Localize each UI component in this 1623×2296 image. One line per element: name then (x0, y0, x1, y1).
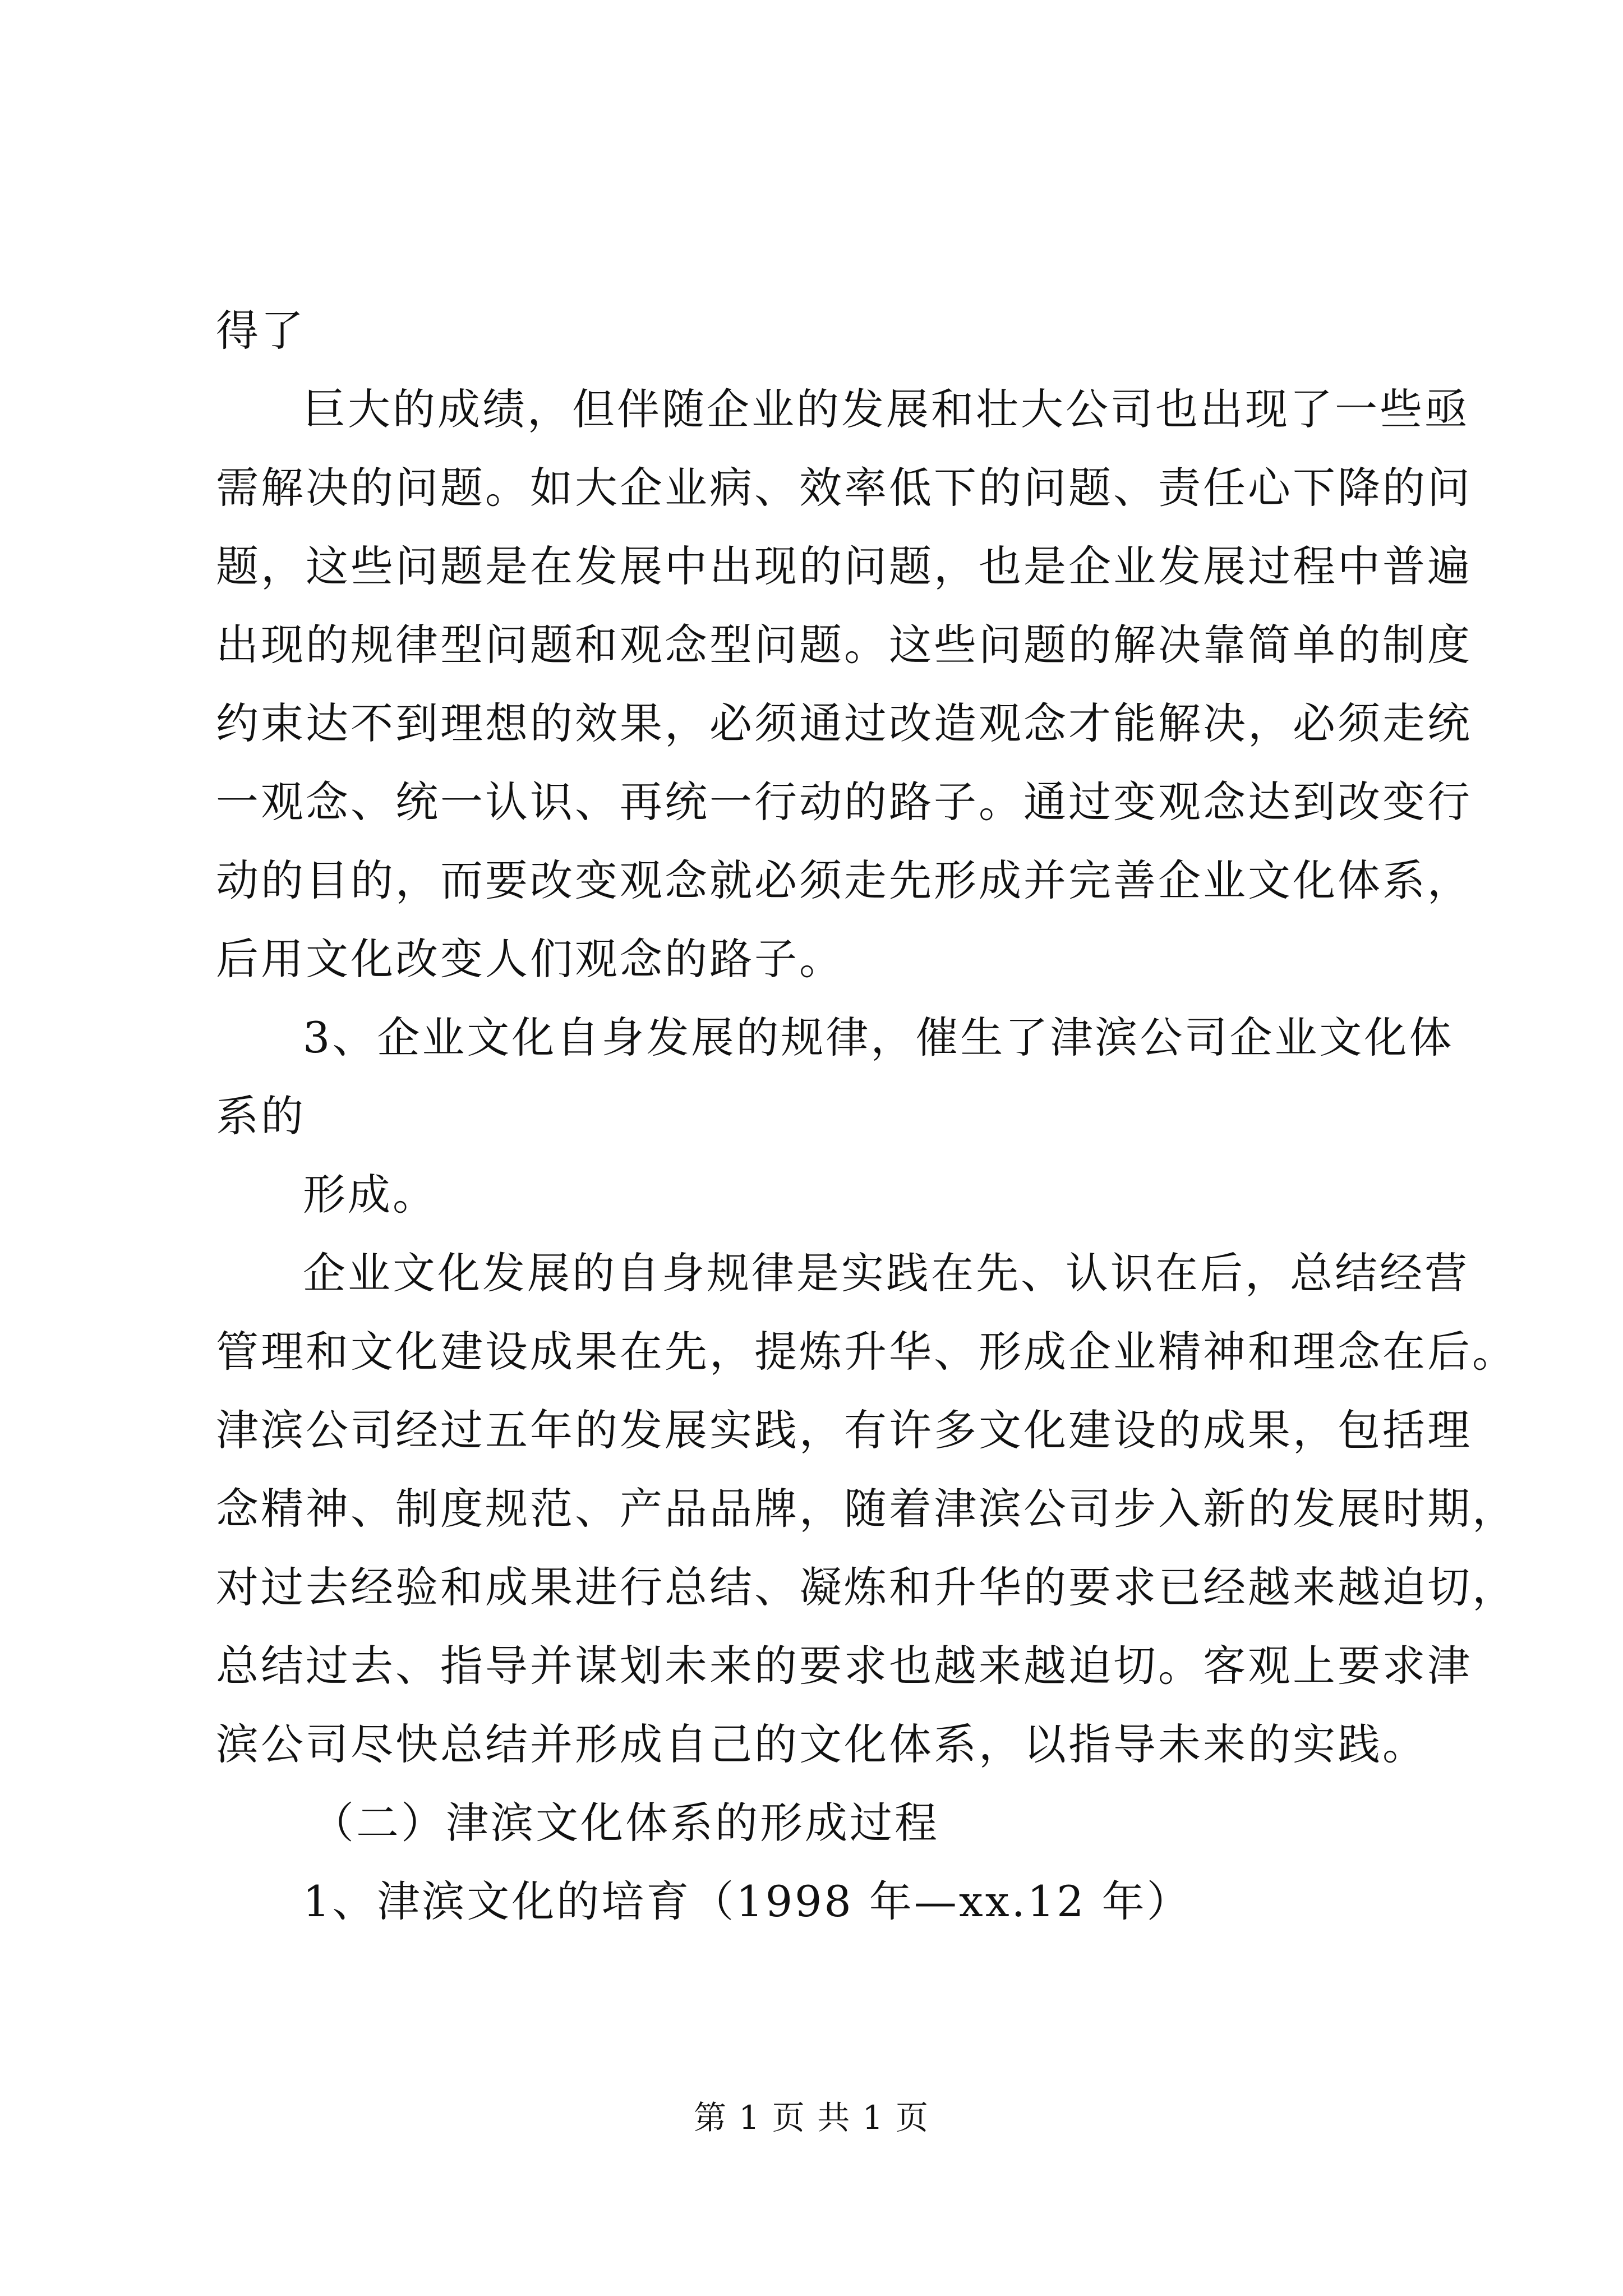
text-line: 系的 (216, 1091, 306, 1141)
text-line: 形成。 (303, 1170, 437, 1220)
text-line: 一观念、统一认识、再统一行动的路子。通过变观念达到改变行 (216, 777, 1472, 827)
page-footer: 第 1 页 共 1 页 (694, 2099, 929, 2137)
text-line: 滨公司尽快总结并形成自己的文化体系，以指导未来的实践。 (216, 1719, 1427, 1769)
subsection-heading: （二）津滨文化体系的形成过程 (311, 1798, 939, 1848)
text-line: 需解决的问题。如大企业病、效率低下的问题、责任心下降的问 (216, 463, 1472, 513)
section-heading: 3、企业文化自身发展的规律，催生了津滨公司企业文化体 (303, 1013, 1454, 1062)
text-line: 管理和文化建设成果在先，提炼升华、形成企业精神和理念在后。 (216, 1327, 1517, 1377)
text-line: 后用文化改变人们观念的路子。 (216, 934, 844, 984)
text-line: 约束达不到理想的效果，必须通过改造观念才能解决，必须走统 (216, 698, 1472, 748)
text-line: 得了 (216, 306, 306, 356)
subsection-item: 1、津滨文化的培育（1998 年—xx.12 年） (303, 1876, 1192, 1926)
text-line: 对过去经验和成果进行总结、凝炼和升华的要求已经越来越迫切， (216, 1562, 1517, 1612)
paragraph-start: 企业文化发展的自身规律是实践在先、认识在后，总结经营 (303, 1248, 1469, 1298)
text-line: 念精神、制度规范、产品品牌，随着津滨公司步入新的发展时期， (216, 1484, 1517, 1534)
text-line: 动的目的，而要改变观念就必须走先形成并完善企业文化体系， (216, 855, 1472, 905)
text-line: 总结过去、指导并谋划未来的要求也越来越迫切。客观上要求津 (216, 1641, 1472, 1691)
text-line: 出现的规律型问题和观念型问题。这些问题的解决靠简单的制度 (216, 620, 1472, 670)
paragraph-start: 巨大的成绩，但伴随企业的发展和壮大公司也出现了一些亟 (303, 384, 1469, 434)
text-line: 题，这些问题是在发展中出现的问题，也是企业发展过程中普遍 (216, 541, 1472, 591)
text-line: 津滨公司经过五年的发展实践，有许多文化建设的成果，包括理 (216, 1405, 1472, 1455)
